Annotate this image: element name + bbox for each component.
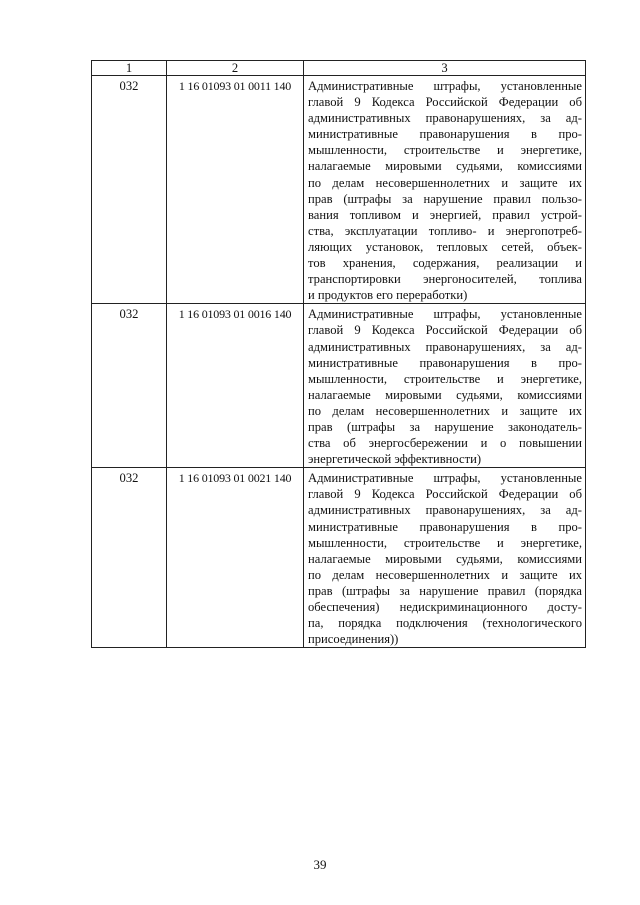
administrator-code-cell: 032 xyxy=(92,468,167,648)
description-line: административных правонарушениях, за ад- xyxy=(308,339,582,354)
description-line: тов хранения, содержания, реализации и xyxy=(308,256,582,271)
description-cell xyxy=(304,468,586,648)
column-header-3: 3 xyxy=(304,61,586,76)
description-line: административных правонарушениях, за ад- xyxy=(308,111,582,126)
description-line: присоединения)) xyxy=(308,632,399,647)
description-line: министративные правонарушения в про- xyxy=(308,355,582,370)
description-line: главой 9 Кодекса Российской Федерации об xyxy=(308,323,582,338)
description-line: ства, эксплуатации топливо- и энергопотреб- xyxy=(308,223,582,238)
description-line: мышленности, строительстве и энергетике, xyxy=(308,371,582,386)
column-header-1: 1 xyxy=(92,61,167,76)
description-line: энергетической эффективности) xyxy=(308,452,482,467)
description-line: прав (штрафы за нарушение правил (порядка xyxy=(308,583,582,598)
description-line: вания топливом и энергией, правил устрой- xyxy=(308,207,582,222)
description-line: Административные штрафы, установленные xyxy=(308,471,582,486)
description-line: по делам несовершеннолетних и защите их xyxy=(308,403,582,418)
description-line: прав (штрафы за нарушение правил пользо- xyxy=(308,191,582,206)
description-line: мышленности, строительстве и энергетике, xyxy=(308,535,582,550)
description-line: министративные правонарушения в про- xyxy=(308,519,582,534)
description-line: транспортировки энергоносителей, топлива xyxy=(308,272,582,287)
description-cell xyxy=(304,304,586,468)
description-line: главой 9 Кодекса Российской Федерации об xyxy=(308,95,582,110)
table-row xyxy=(92,304,586,468)
table-header-row xyxy=(92,61,586,76)
budget-classification-code-cell: 1 16 01093 01 0016 140 xyxy=(167,304,304,468)
description-line: мышленности, строительстве и энергетике, xyxy=(308,143,582,158)
administrator-code-cell: 032 xyxy=(92,76,167,304)
description-line: налагаемые мировыми судьями, комиссиями xyxy=(308,551,582,566)
table-row xyxy=(92,468,586,648)
description-line: налагаемые мировыми судьями, комиссиями xyxy=(308,387,582,402)
description-line: главой 9 Кодекса Российской Федерации об xyxy=(308,487,582,502)
table-row xyxy=(92,76,586,304)
budget-classification-code-cell: 1 16 01093 01 0011 140 xyxy=(167,76,304,304)
page-number: 39 xyxy=(313,857,327,872)
description-line: по делам несовершеннолетних и защите их xyxy=(308,175,582,190)
description-line: министративные правонарушения в про- xyxy=(308,127,582,142)
description-line: ства об энергосбережении и о повышении xyxy=(308,436,582,451)
description-cell xyxy=(304,76,586,304)
description-line: прав (штрафы за нарушение законодатель- xyxy=(308,419,582,434)
description-line: па, порядка подключения (технологического xyxy=(308,616,582,631)
budget-classification-code-cell: 1 16 01093 01 0021 140 xyxy=(167,468,304,648)
description-line: по делам несовершеннолетних и защите их xyxy=(308,567,582,582)
description-line: и продуктов его переработки) xyxy=(308,288,468,303)
description-line: Административные штрафы, установленные xyxy=(308,307,582,322)
budget-code-table xyxy=(91,60,586,648)
description-line: обеспечения) недискриминационного досту- xyxy=(308,600,582,614)
description-line: ляющих установок, тепловых сетей, объек- xyxy=(308,239,582,254)
description-line: административных правонарушениях, за ад- xyxy=(308,503,582,518)
description-line: Административные штрафы, установленные xyxy=(308,79,582,93)
description-line: налагаемые мировыми судьями, комиссиями xyxy=(308,159,582,174)
column-header-2: 2 xyxy=(167,61,304,76)
administrator-code-cell: 032 xyxy=(92,304,167,468)
